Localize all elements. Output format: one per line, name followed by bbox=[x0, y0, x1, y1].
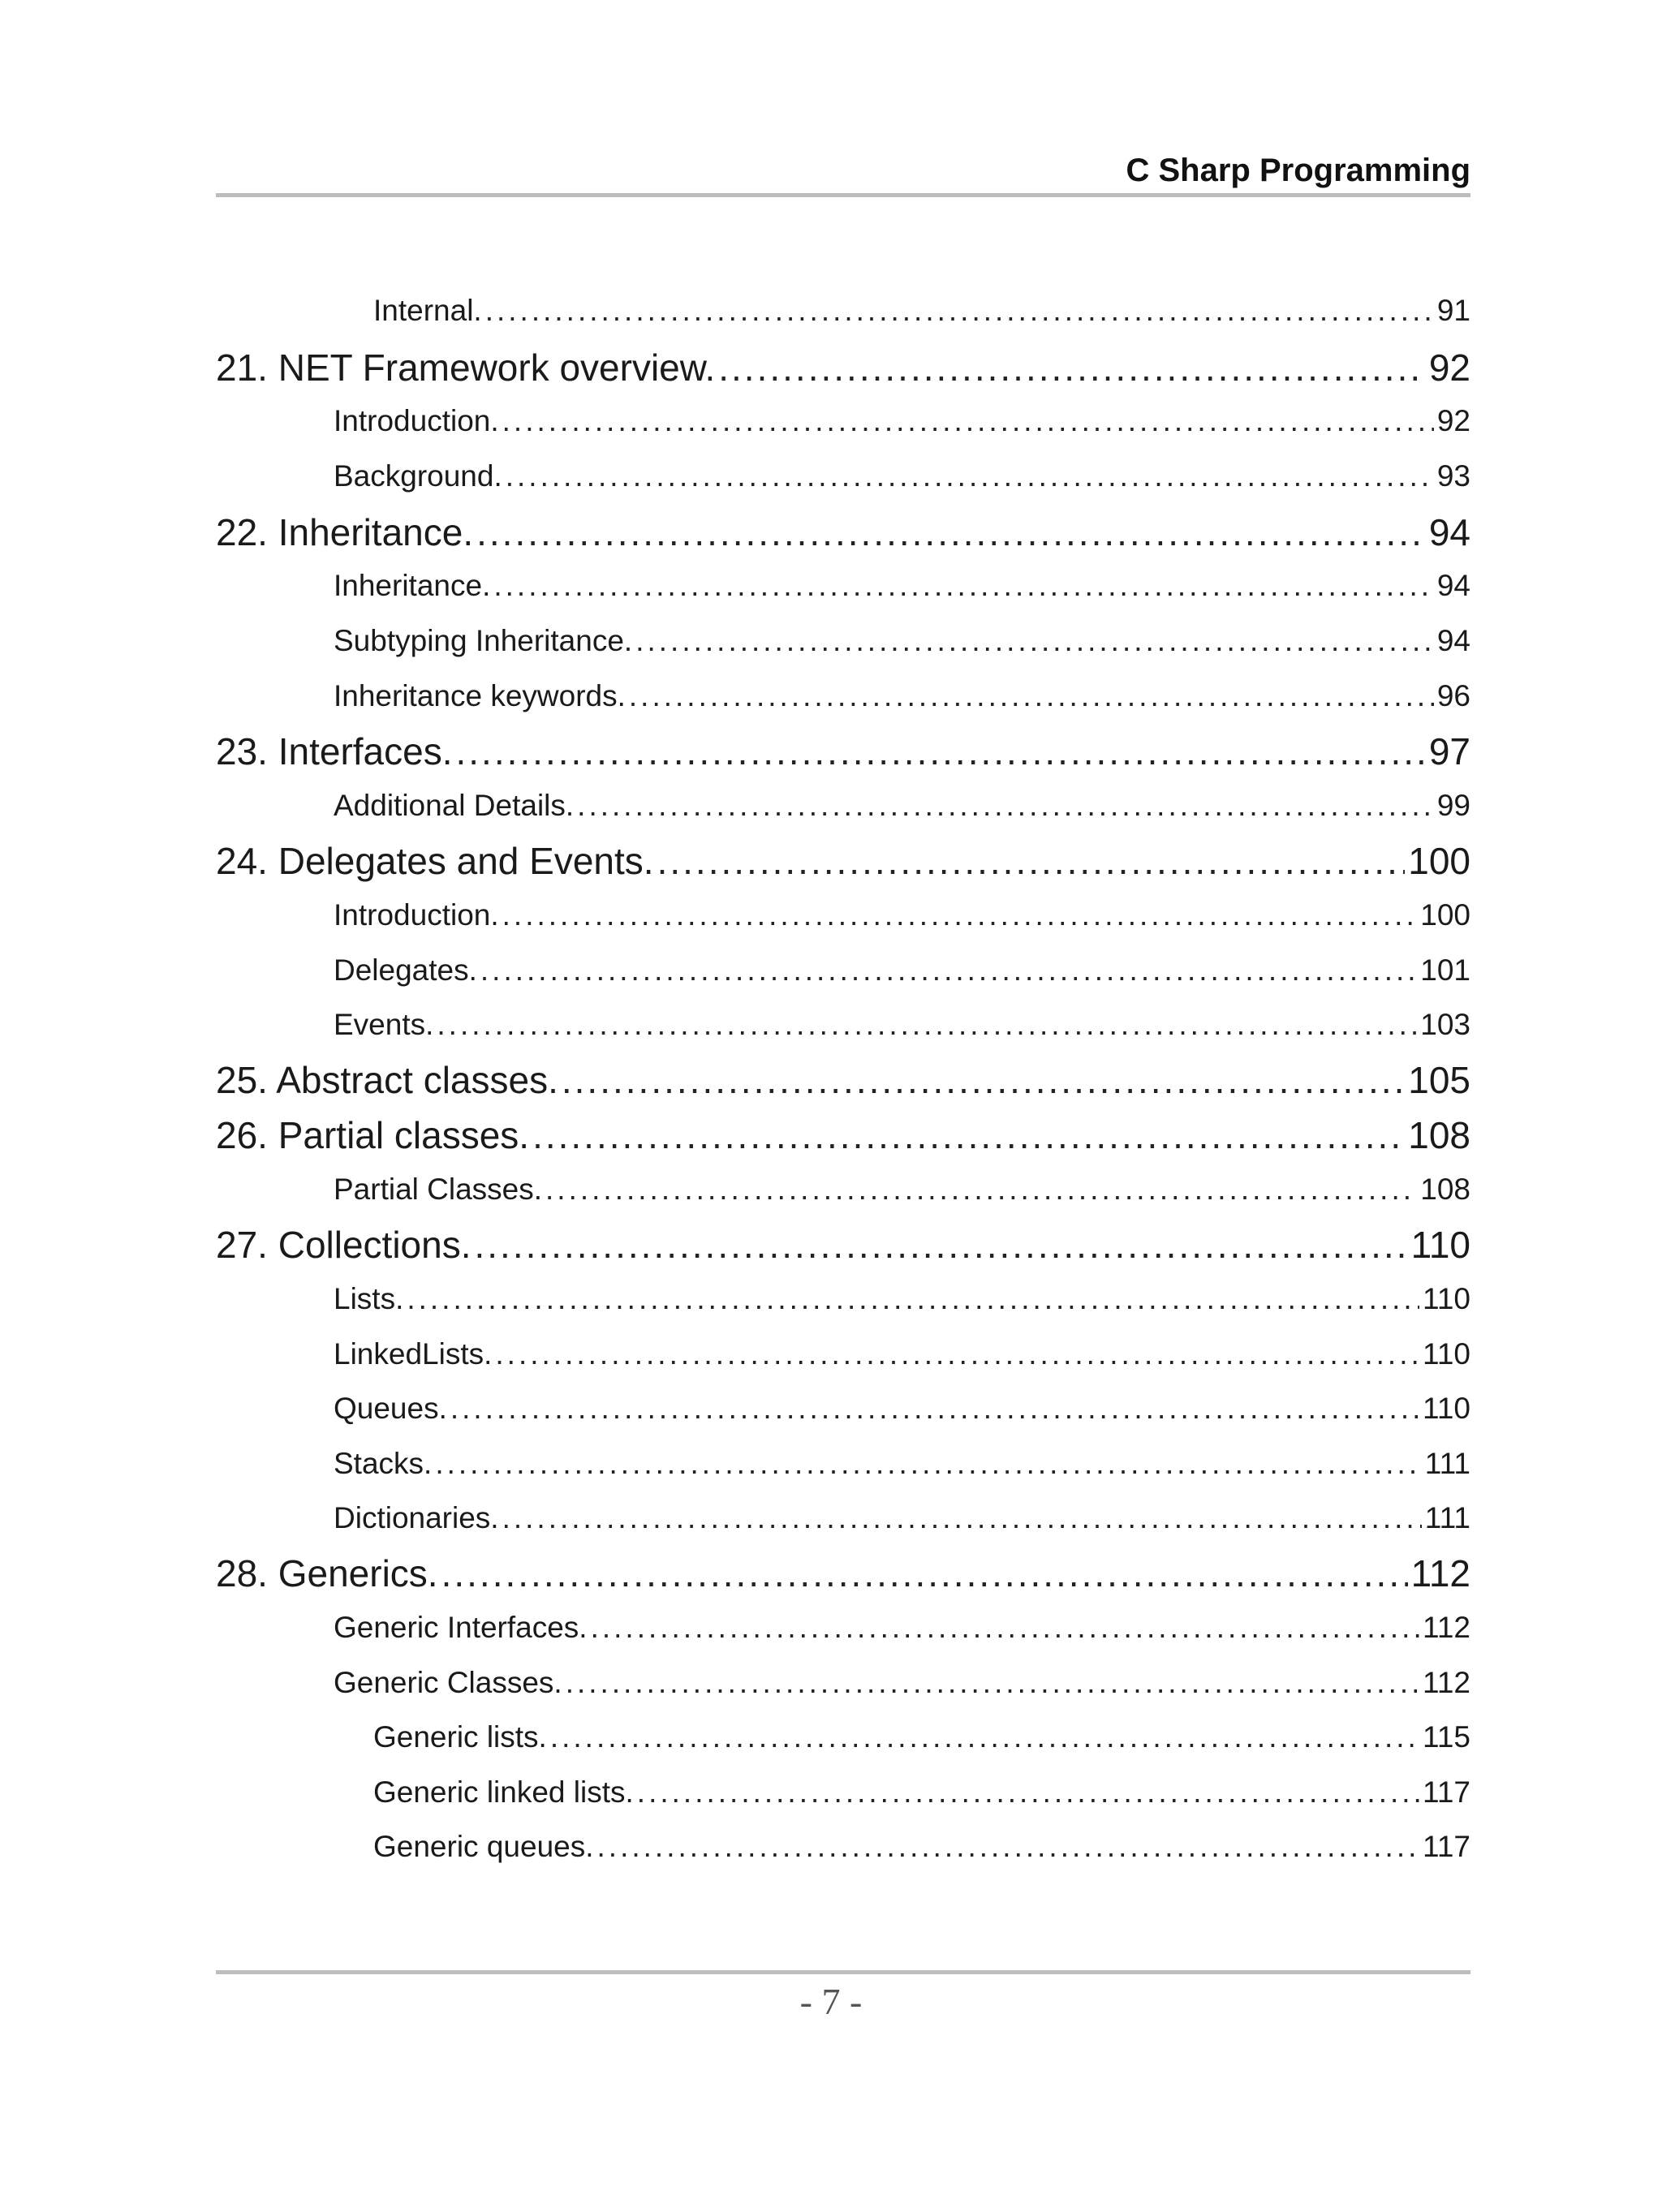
toc-entry-page: 93 bbox=[1436, 459, 1470, 493]
toc-entry-label: Internal. bbox=[373, 294, 482, 327]
toc-entry[interactable] bbox=[334, 898, 1470, 932]
toc-entry[interactable] bbox=[334, 624, 1470, 658]
toc-entry-label: 23. Interfaces. bbox=[216, 730, 453, 772]
toc-entry-page: 101 bbox=[1420, 953, 1470, 987]
toc-entry-label: Inheritance keywords. bbox=[334, 679, 626, 712]
toc-entry-page: 96 bbox=[1436, 679, 1470, 712]
dot-leader bbox=[506, 459, 1434, 493]
toc-entry-page: 115 bbox=[1423, 1720, 1470, 1754]
toc-entry-page: 117 bbox=[1423, 1830, 1470, 1863]
toc-entry-page: 112 bbox=[1423, 1666, 1470, 1699]
toc-entry-label: Subtyping Inheritance. bbox=[334, 624, 633, 657]
toc-entry-label: Partial Classes. bbox=[334, 1173, 543, 1206]
toc-entry-page: 92 bbox=[1436, 404, 1470, 437]
toc-entry-page: 110 bbox=[1423, 1282, 1470, 1315]
toc-chapter-entry[interactable] bbox=[216, 510, 1470, 554]
toc-entry-label: 28. Generics. bbox=[216, 1552, 438, 1594]
toc-entry-label: LinkedLists. bbox=[334, 1337, 493, 1371]
toc-entry-label: Lists. bbox=[334, 1282, 404, 1315]
toc-entry-page: 94 bbox=[1436, 569, 1470, 602]
toc-entry-label: 21. NET Framework overview. bbox=[216, 346, 716, 389]
dot-leader bbox=[577, 789, 1434, 823]
toc-chapter-entry[interactable] bbox=[216, 1223, 1470, 1267]
toc-entry-label: Inheritance. bbox=[334, 569, 491, 602]
toc-entry-page: 105 bbox=[1408, 1059, 1470, 1101]
dot-leader bbox=[502, 898, 1418, 932]
dot-leader bbox=[480, 953, 1417, 988]
toc-entry-page: 112 bbox=[1423, 1611, 1470, 1644]
dot-leader bbox=[407, 1282, 1419, 1316]
dot-leader bbox=[485, 294, 1434, 328]
dot-leader bbox=[493, 569, 1433, 603]
toc-entry[interactable] bbox=[334, 569, 1470, 603]
toc-entry-label: 22. Inheritance. bbox=[216, 511, 474, 553]
dot-leader bbox=[566, 1666, 1419, 1700]
toc-entry[interactable] bbox=[334, 1392, 1470, 1426]
toc-entry-page: 111 bbox=[1424, 1447, 1470, 1480]
table-of-contents bbox=[216, 0, 1470, 2212]
toc-entry-label: Introduction. bbox=[334, 898, 499, 932]
toc-entry[interactable] bbox=[334, 1501, 1470, 1535]
toc-entry-label: 25. Abstract classes. bbox=[216, 1059, 558, 1101]
toc-entry-page: 100 bbox=[1408, 840, 1470, 882]
toc-entry[interactable] bbox=[373, 1775, 1470, 1810]
dot-leader bbox=[495, 1337, 1419, 1371]
toc-entry-page: 94 bbox=[1436, 624, 1470, 657]
dot-leader bbox=[502, 404, 1434, 438]
toc-entry[interactable] bbox=[334, 404, 1470, 438]
toc-entry-label: Generic Classes. bbox=[334, 1666, 562, 1699]
toc-entry-page: 97 bbox=[1428, 730, 1470, 772]
toc-entry-page: 94 bbox=[1428, 511, 1470, 553]
toc-entry-label: Dictionaries. bbox=[334, 1501, 499, 1534]
toc-chapter-entry[interactable] bbox=[216, 346, 1470, 389]
toc-entry-page: 91 bbox=[1436, 294, 1470, 327]
toc-entry-page: 92 bbox=[1428, 346, 1470, 389]
toc-entry-page: 110 bbox=[1423, 1337, 1470, 1371]
toc-chapter-entry[interactable] bbox=[216, 1551, 1470, 1595]
toc-entry-page: 111 bbox=[1424, 1501, 1470, 1534]
footer-divider bbox=[216, 1970, 1470, 1974]
dot-leader bbox=[450, 1392, 1419, 1426]
dot-leader bbox=[562, 1058, 1405, 1102]
toc-entry[interactable] bbox=[334, 1008, 1470, 1042]
dot-leader bbox=[718, 346, 1426, 389]
toc-entry-label: Stacks. bbox=[334, 1447, 433, 1480]
toc-chapter-entry[interactable] bbox=[216, 1058, 1470, 1102]
toc-entry-label: 26. Partial classes. bbox=[216, 1114, 530, 1156]
toc-entry-label: Queues. bbox=[334, 1392, 447, 1425]
toc-entry[interactable] bbox=[334, 789, 1470, 823]
toc-entry[interactable] bbox=[334, 679, 1470, 713]
toc-entry-label: Additional Details. bbox=[334, 789, 575, 822]
toc-entry-page: 108 bbox=[1408, 1114, 1470, 1156]
toc-entry-label: Events. bbox=[334, 1008, 434, 1041]
toc-entry[interactable] bbox=[334, 1173, 1470, 1207]
dot-leader bbox=[456, 729, 1426, 773]
toc-entry-label: 27. Collections. bbox=[216, 1224, 471, 1266]
toc-entry[interactable] bbox=[373, 1830, 1470, 1864]
dot-leader bbox=[597, 1830, 1419, 1864]
page-number: - 7 - bbox=[799, 1981, 863, 2022]
dot-leader bbox=[591, 1611, 1419, 1645]
dot-leader bbox=[437, 1008, 1417, 1042]
toc-entry-label: Introduction. bbox=[334, 404, 499, 437]
toc-entry-page: 117 bbox=[1423, 1775, 1470, 1809]
toc-entry-page: 108 bbox=[1420, 1173, 1470, 1206]
toc-entry[interactable] bbox=[334, 953, 1470, 988]
toc-entry-label: Generic Interfaces. bbox=[334, 1611, 588, 1644]
toc-entry[interactable] bbox=[334, 1666, 1470, 1700]
dot-leader bbox=[476, 510, 1426, 554]
toc-entry-label: Generic linked lists. bbox=[373, 1775, 634, 1809]
dot-leader bbox=[657, 839, 1406, 883]
toc-entry[interactable] bbox=[373, 1720, 1470, 1754]
toc-entry-label: 24. Delegates and Events. bbox=[216, 840, 654, 882]
dot-leader bbox=[475, 1223, 1408, 1267]
toc-entry-page: 110 bbox=[1423, 1392, 1470, 1425]
dot-leader bbox=[435, 1447, 1421, 1481]
toc-entry[interactable] bbox=[334, 1611, 1470, 1645]
toc-entry-label: Generic lists. bbox=[373, 1720, 547, 1754]
toc-entry-label: Generic queues. bbox=[373, 1830, 594, 1863]
dot-leader bbox=[637, 1775, 1419, 1810]
dot-leader bbox=[441, 1551, 1408, 1595]
running-header-title: C Sharp Programming bbox=[1126, 153, 1470, 188]
toc-entry-page: 110 bbox=[1410, 1224, 1470, 1266]
dot-leader bbox=[545, 1173, 1417, 1207]
dot-leader bbox=[532, 1113, 1405, 1157]
toc-entry-label: Delegates. bbox=[334, 953, 477, 987]
toc-entry[interactable] bbox=[373, 294, 1470, 328]
toc-entry[interactable] bbox=[334, 1282, 1470, 1316]
toc-entry-page: 103 bbox=[1420, 1008, 1470, 1041]
dot-leader bbox=[629, 679, 1434, 713]
toc-chapter-entry[interactable] bbox=[216, 729, 1470, 773]
toc-entry[interactable] bbox=[334, 1337, 1470, 1371]
dot-leader bbox=[635, 624, 1434, 658]
toc-entry-page: 99 bbox=[1436, 789, 1470, 822]
dot-leader bbox=[550, 1720, 1419, 1754]
dot-leader bbox=[502, 1501, 1422, 1535]
toc-chapter-entry[interactable] bbox=[216, 1113, 1470, 1157]
toc-entry-page: 100 bbox=[1420, 898, 1470, 932]
toc-entry[interactable] bbox=[334, 459, 1470, 493]
toc-entry[interactable] bbox=[334, 1447, 1470, 1481]
toc-chapter-entry[interactable] bbox=[216, 839, 1470, 883]
toc-entry-page: 112 bbox=[1410, 1552, 1470, 1594]
toc-entry-label: Background. bbox=[334, 459, 502, 493]
